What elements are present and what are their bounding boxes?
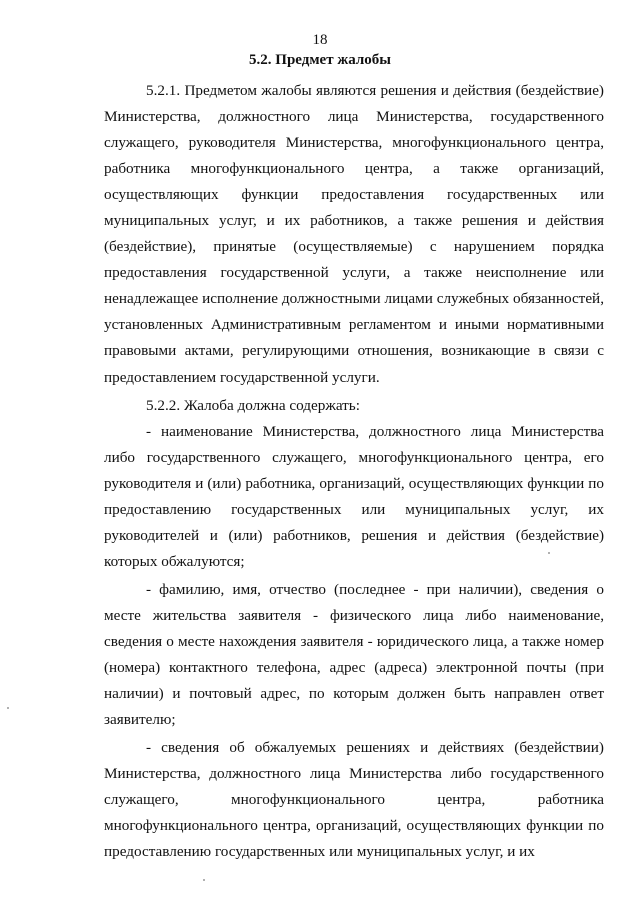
document-body [104, 78, 604, 865]
section-title: 5.2. Предмет жалобы [249, 52, 391, 68]
scan-speck [7, 707, 9, 709]
scan-speck [548, 552, 550, 554]
page-number: 18 [312, 32, 328, 48]
paragraph-5-2-2: 5.2.2. Жалоба должна содержать: [146, 396, 360, 414]
paragraph-5-2-1: 5.2.1. Предметом жалобы являются решения и действия (бездействие) Министерства, должностного лица Министерства, государственного служащего, руководителя Министерства, многофункционального центра, работника многофункционального центра, а также организаций, осуществляющих функции предоставления государственных или муниципальных услуг, и их работников, а также решения и действия (бездействие), принятые (осуществляемые) с нарушением порядка предоставления государственной услуги, а также неисполнение или ненадлежащее исполнение должностными лицами служебных обязанностей, установленных Административным регламентом и иными нормативными правовыми актами, регулирующими отношения, возникающие в связи с предоставлением государственной услуги. [104, 82, 604, 386]
list-item-decisions: - сведения об обжалуемых решениях и действиях (бездействии) Министерства, должностного лица Министерства либо государственного служащего, многофункционального центра, работника многофункционального центра, организаций, осуществляющих функции по предоставлению государственных или муниципальных услуг, и их [104, 739, 604, 861]
list-item-applicant: - фамилию, имя, отчество (последнее - при наличии), сведения о месте жительства заявителя - физического лица либо наименование, сведения о месте нахождения заявителя - юридического лица, а также номер (номера) контактного телефона, адрес (адреса) электронной почты (при наличии) и почтовый адрес, по которым должен быть направлен ответ заявителю; [104, 580, 604, 729]
list-item-name: - наименование Министерства, должностного лица Министерства либо государственного служащего, многофункционального центра, его руководителя и (или) работника, организаций, осуществляющих функции по предоставлению государственных или муниципальных услуг, их руководителей и (или) работников, решения и действия (бездействие) которых обжалуются; [104, 422, 604, 570]
scan-speck [203, 879, 205, 881]
